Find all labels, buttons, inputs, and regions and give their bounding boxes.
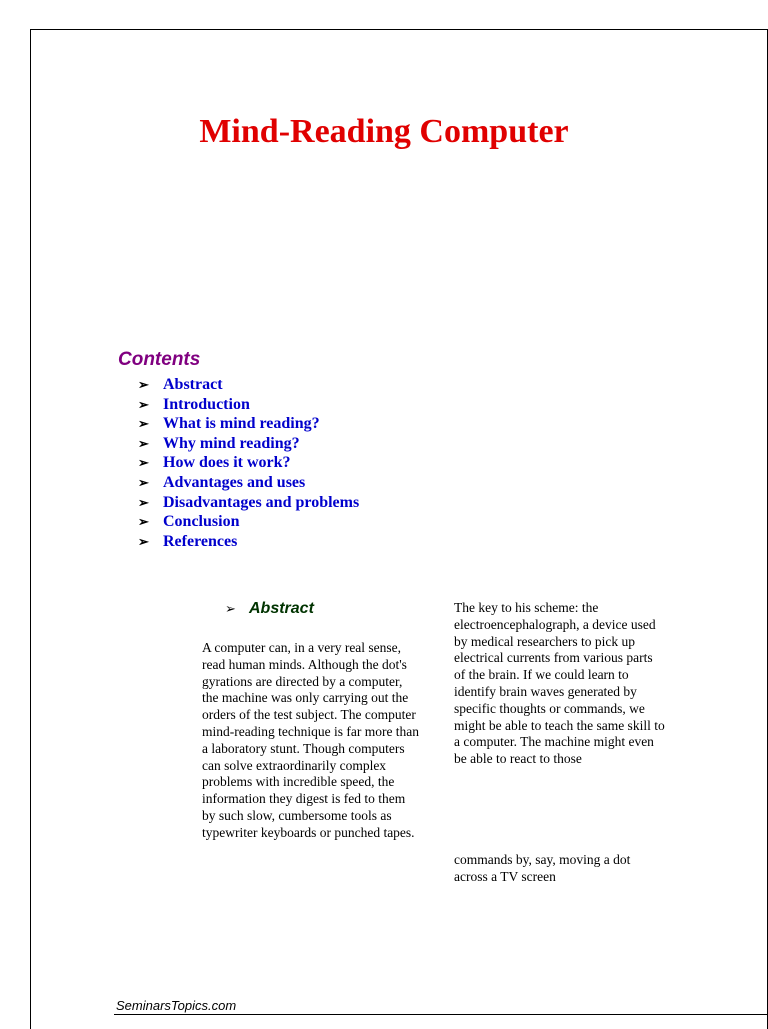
footer-source: SeminarsTopics.com: [116, 998, 237, 1013]
toc-item-label: Conclusion: [163, 513, 240, 531]
abstract-heading: [225, 599, 314, 619]
toc-item-disadvantages-and-problems: [138, 493, 359, 513]
document-title: Mind-Reading Computer: [199, 113, 569, 150]
toc-item-label: Disadvantages and problems: [163, 493, 360, 511]
toc-item-label: References: [163, 532, 238, 550]
table-of-contents: [138, 375, 359, 551]
arrowhead-bullet-icon: ➢: [138, 435, 149, 451]
arrowhead-bullet-icon: ➢: [138, 533, 149, 549]
toc-item-why-mind-reading: [138, 434, 359, 454]
footer-divider: [114, 1014, 768, 1015]
toc-item-label: Advantages and uses: [163, 473, 306, 491]
toc-item-label: Introduction: [163, 395, 250, 413]
toc-item-what-is-mind-reading: [138, 414, 359, 434]
contents-heading: Contents: [118, 349, 201, 370]
arrowhead-bullet-icon: ➢: [138, 455, 149, 471]
arrowhead-bullet-icon: ➢: [225, 601, 236, 616]
arrowhead-bullet-icon: ➢: [138, 416, 149, 432]
toc-item-abstract: [138, 375, 359, 395]
arrowhead-bullet-icon: ➢: [138, 474, 149, 490]
arrowhead-bullet-icon: ➢: [138, 377, 149, 392]
toc-item-conclusion: [138, 512, 359, 532]
arrowhead-bullet-icon: ➢: [138, 494, 149, 510]
toc-item-how-does-it-work: [138, 453, 359, 473]
toc-item-advantages-and-uses: [138, 473, 359, 493]
abstract-right-column-top: The key to his scheme: the electroencephalograph, a device used by medical researchers to pick up electrical currents from various parts of the brain. If we could learn to identify brain waves generated by specific thoughts or commands, we might be able to teach the same skill to a computer. The machine might even be able to react to those: [454, 600, 665, 767]
arrowhead-bullet-icon: ➢: [138, 396, 149, 412]
toc-item-label: Why mind reading?: [163, 434, 300, 452]
toc-item-introduction: [138, 395, 359, 415]
toc-item-label: What is mind reading?: [163, 415, 320, 433]
abstract-left-column: A computer can, in a very real sense, read human minds. Although the dot's gyrations are directed by a computer, the machine was only carrying out the orders of the test subject. The computer mind-reading technique is far more than a laboratory stunt. Though computers can solve extraordinarily complex problems with incredible speed, the information they digest is fed to them by such slow, cumbersome tools as typewriter keyboards or punched tapes.: [202, 640, 420, 840]
toc-item-references: [138, 532, 359, 552]
toc-item-label: How does it work?: [163, 454, 291, 472]
arrowhead-bullet-icon: ➢: [138, 514, 149, 530]
abstract-heading-label: Abstract: [249, 600, 314, 617]
toc-item-label: Abstract: [163, 376, 223, 393]
abstract-right-column-bottom: commands by, say, moving a dot across a TV screen: [454, 852, 631, 884]
